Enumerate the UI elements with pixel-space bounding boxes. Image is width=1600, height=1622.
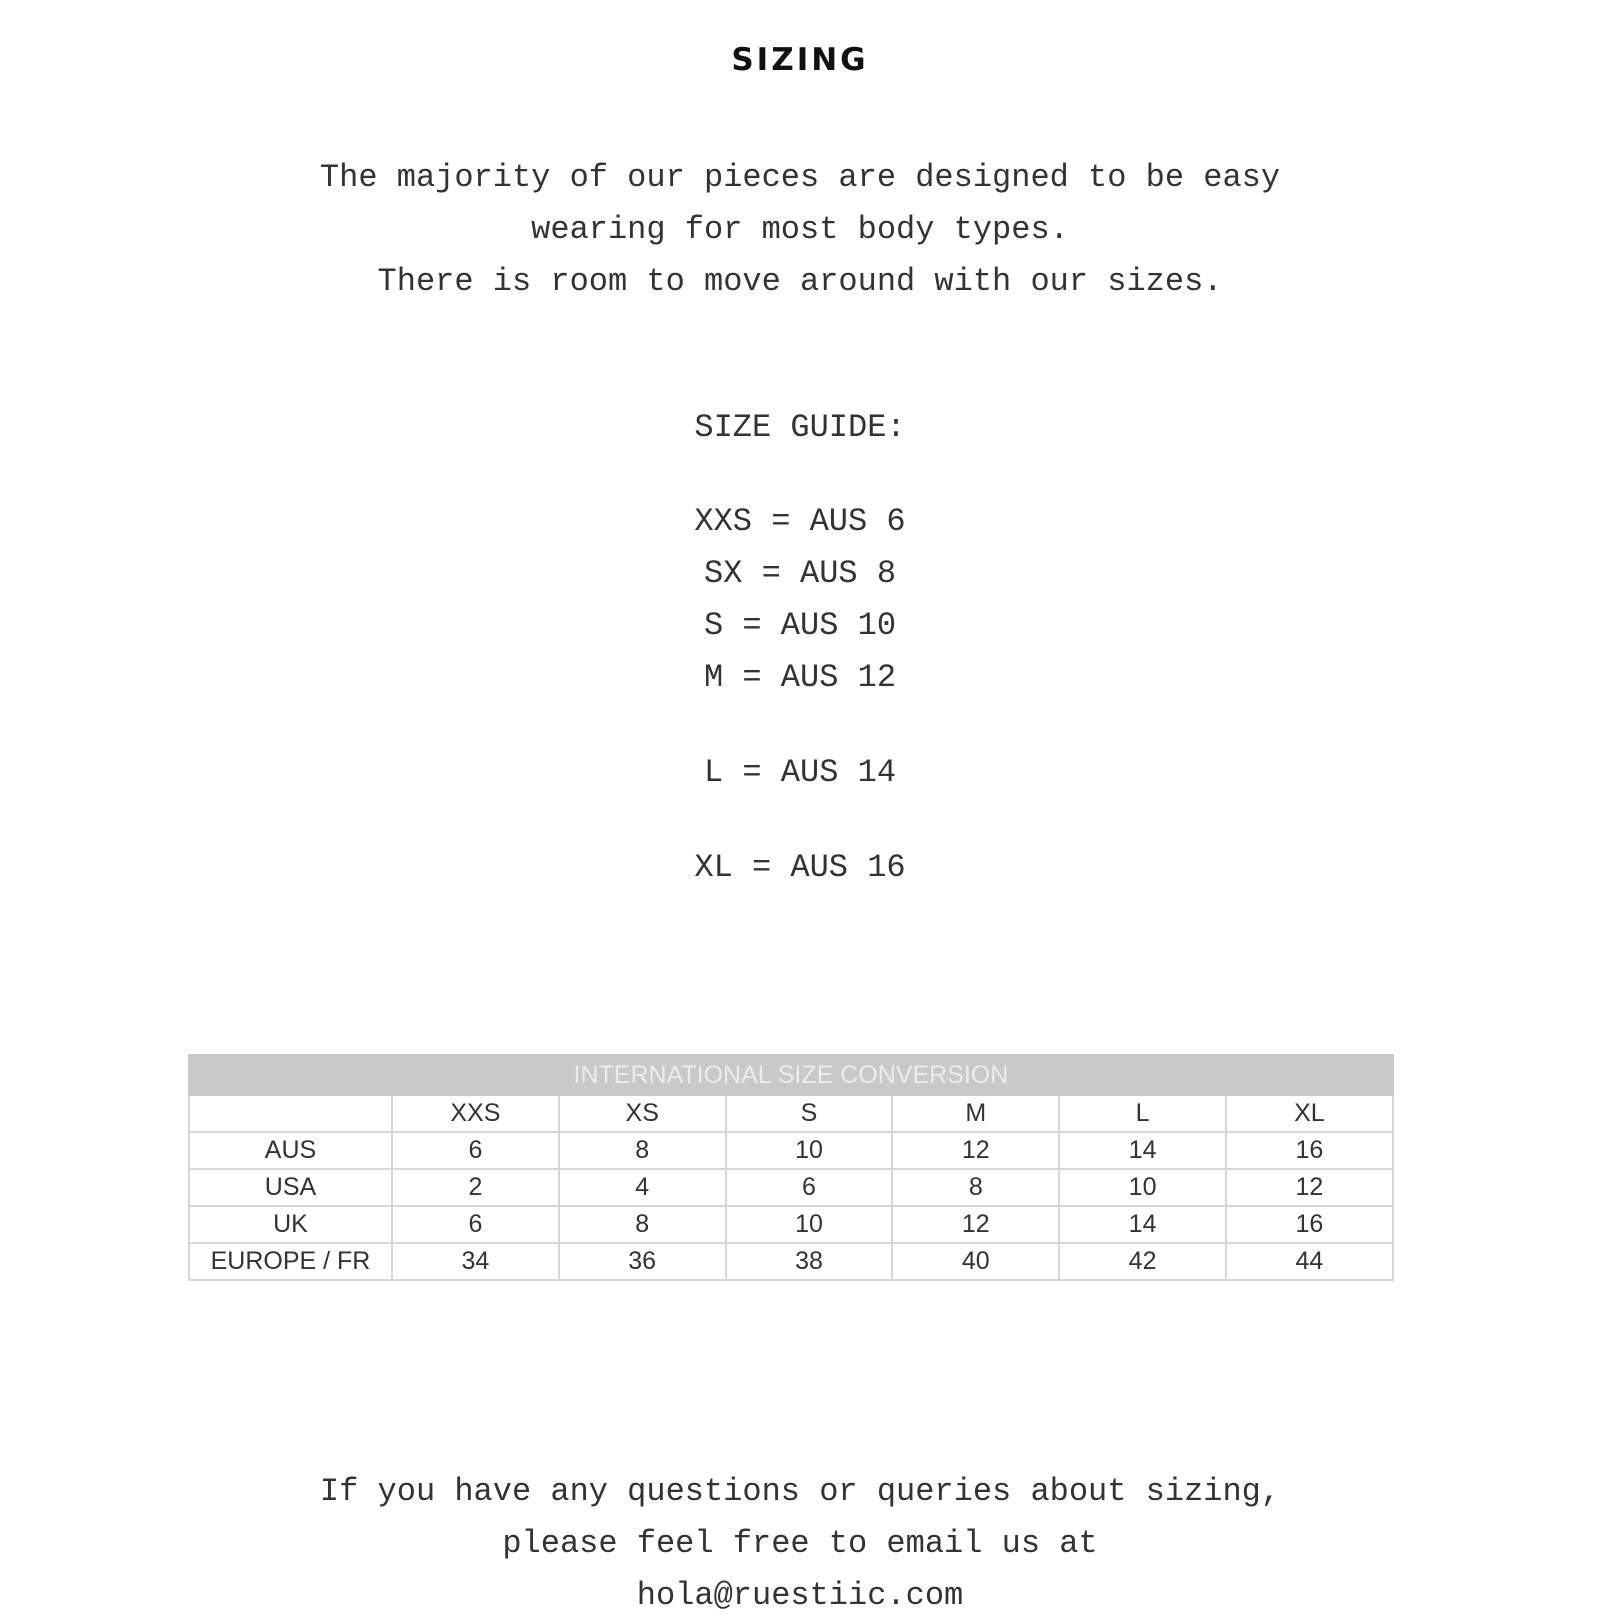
table-cell: 16: [1226, 1132, 1393, 1169]
table-cell: 38: [726, 1243, 893, 1280]
size-guide-line: L = AUS 14: [703, 754, 897, 791]
table-row: [189, 1132, 1393, 1169]
table-cell: 2: [392, 1169, 559, 1206]
table-cell: 6: [726, 1169, 893, 1206]
size-guide-heading: SIZE GUIDE:: [694, 409, 906, 446]
size-guide-line: SX = AUS 8: [703, 555, 897, 592]
size-guide-line: XXS = AUS 6: [694, 503, 906, 540]
table-cell: 6: [392, 1206, 559, 1243]
intro-line-2: wearing for most body types.: [531, 211, 1069, 248]
page-title: SIZING: [731, 42, 869, 78]
table-cell: 12: [1226, 1169, 1393, 1206]
footer-line-1: If you have any questions or queries about sizing,: [319, 1473, 1281, 1510]
row-label: UK: [189, 1206, 392, 1243]
column-header: XXS: [392, 1095, 559, 1132]
row-label: EUROPE / FR: [189, 1243, 392, 1280]
size-conversion-table: [188, 1054, 1394, 1281]
row-label: USA: [189, 1169, 392, 1206]
table-cell: 16: [1226, 1206, 1393, 1243]
table-banner-row: [189, 1055, 1393, 1095]
table-cell: 44: [1226, 1243, 1393, 1280]
table-cell: 14: [1059, 1132, 1226, 1169]
column-header: XS: [559, 1095, 726, 1132]
table-cell: 10: [726, 1206, 893, 1243]
table-cell: 36: [559, 1243, 726, 1280]
table-cell: 8: [559, 1132, 726, 1169]
intro-line-1: The majority of our pieces are designed to be easy: [319, 159, 1281, 196]
table-cell: 10: [1059, 1169, 1226, 1206]
table-cell: 34: [392, 1243, 559, 1280]
size-guide-line: M = AUS 12: [703, 659, 897, 696]
table-cell: 10: [726, 1132, 893, 1169]
column-header: S: [726, 1095, 893, 1132]
table-cell: 6: [392, 1132, 559, 1169]
row-label: AUS: [189, 1132, 392, 1169]
table-cell: 8: [892, 1169, 1059, 1206]
column-header-empty: [189, 1095, 392, 1132]
size-guide-line: XL = AUS 16: [694, 849, 906, 886]
table-title: INTERNATIONAL SIZE CONVERSION: [189, 1055, 1393, 1095]
column-header: M: [892, 1095, 1059, 1132]
table-row: [189, 1243, 1393, 1280]
size-guide-line: S = AUS 10: [703, 607, 897, 644]
table-cell: 12: [892, 1132, 1059, 1169]
intro-text: [0, 152, 1600, 308]
table-cell: 8: [559, 1206, 726, 1243]
footer-email[interactable]: hola@ruestiic.com: [636, 1577, 964, 1614]
intro-line-3: There is room to move around with our sizes.: [377, 263, 1223, 300]
column-header: L: [1059, 1095, 1226, 1132]
table-cell: 40: [892, 1243, 1059, 1280]
table-header-row: [189, 1095, 1393, 1132]
table-row: [189, 1169, 1393, 1206]
table-row: [189, 1206, 1393, 1243]
footer-line-2: please feel free to email us at: [502, 1525, 1098, 1562]
table-cell: 4: [559, 1169, 726, 1206]
table-cell: 12: [892, 1206, 1059, 1243]
column-header: XL: [1226, 1095, 1393, 1132]
table-cell: 14: [1059, 1206, 1226, 1243]
table-cell: 42: [1059, 1243, 1226, 1280]
